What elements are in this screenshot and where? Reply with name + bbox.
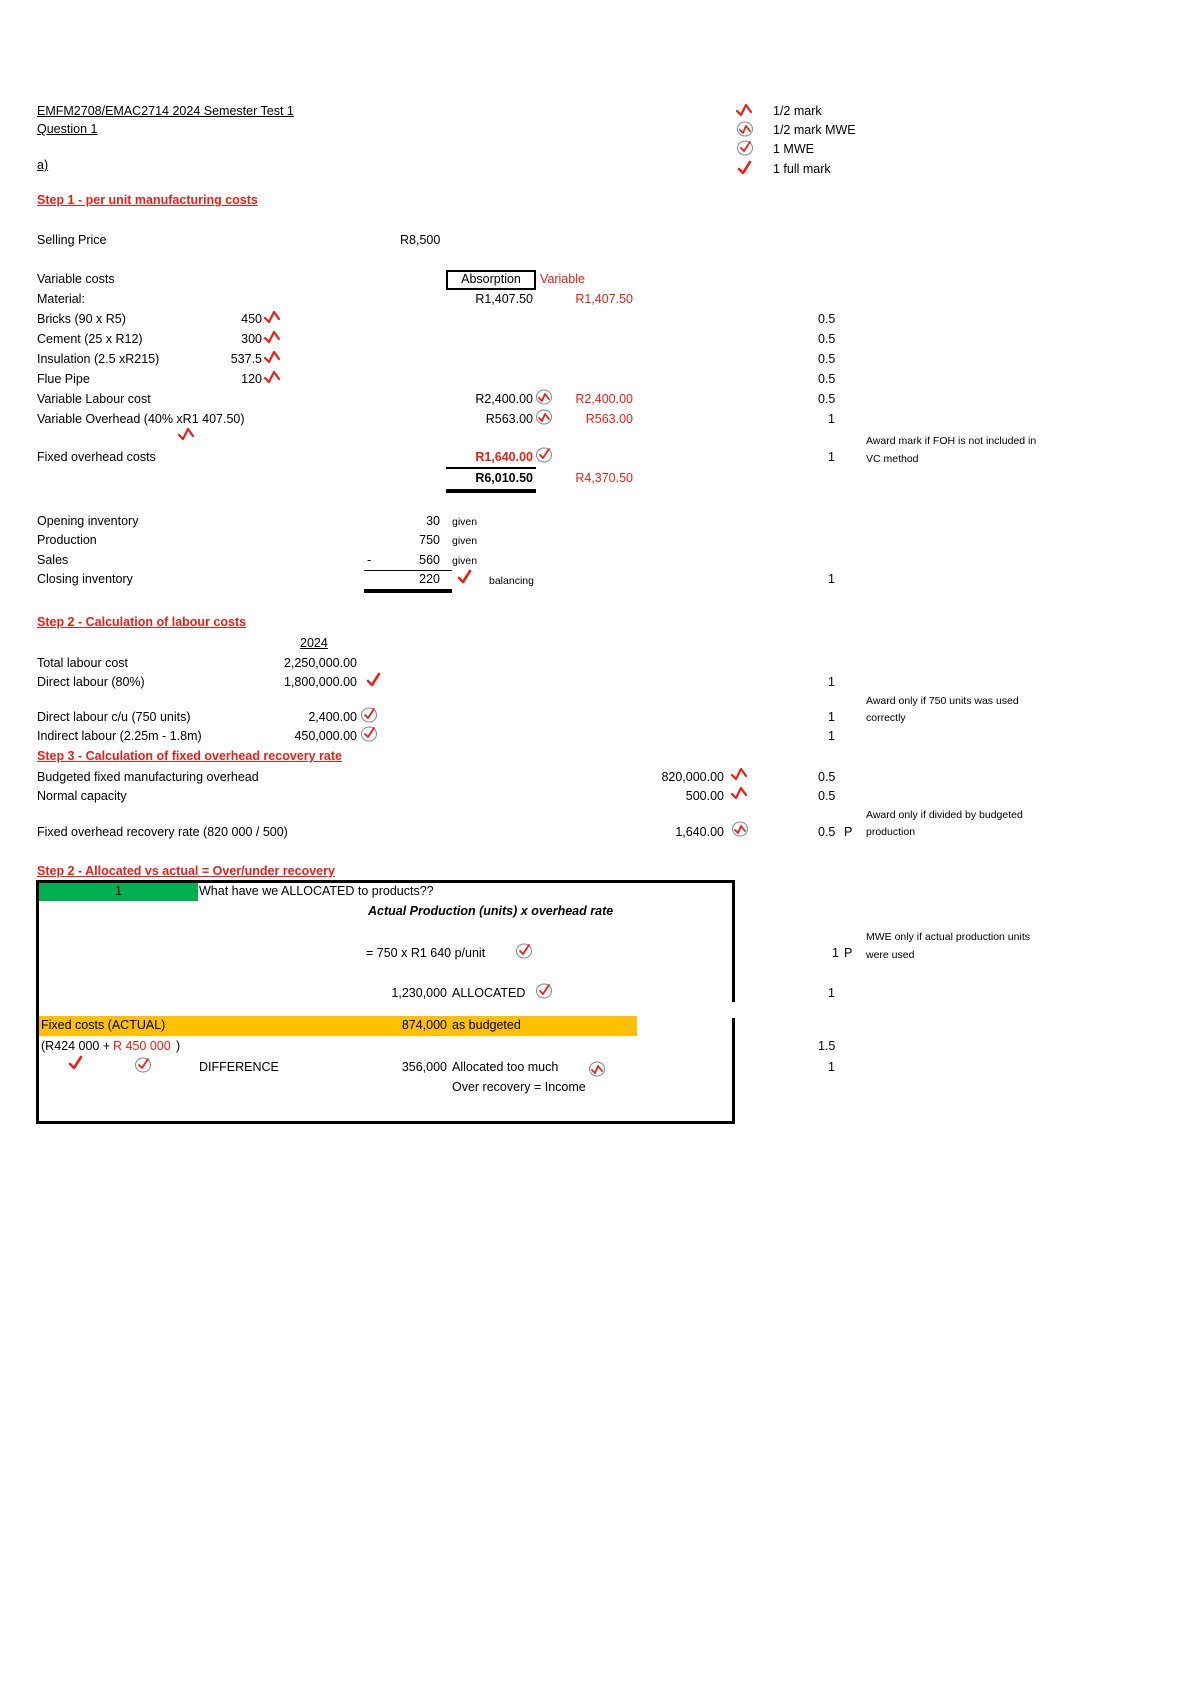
- indirect-label: Indirect labour (2.25m - 1.8m): [37, 729, 202, 743]
- step2-heading: Step 2 - Calculation of labour costs: [37, 615, 247, 629]
- flue-mark: 0.5: [818, 372, 836, 386]
- difference-mark: 1: [828, 1060, 835, 1074]
- half-tick-icon: [263, 349, 283, 365]
- allocated-value: 1,230,000: [391, 986, 447, 1000]
- opening-note: given: [452, 516, 478, 528]
- half-tick-icon: [263, 309, 283, 325]
- budget-value: 820,000.00: [661, 770, 724, 784]
- half-tick-icon: [177, 426, 197, 442]
- variable-header: Variable: [540, 272, 585, 286]
- closing-mark: 1: [828, 572, 835, 586]
- rate-value: 1,640.00: [675, 825, 724, 839]
- circled-tick-icon: [514, 943, 534, 959]
- closing-value: 220: [419, 572, 440, 586]
- allocation-calc: = 750 x R1 640 p/unit: [366, 946, 486, 960]
- circled-tick-icon: [133, 1057, 153, 1073]
- foh-mark: 1: [828, 450, 835, 464]
- capacity-mark: 0.5: [818, 789, 836, 803]
- voh-mark: 1: [828, 412, 835, 426]
- allocation-note: MWE only if actual production units: [866, 931, 1030, 943]
- circled-tick-icon: [359, 726, 379, 742]
- sales-sign: -: [367, 553, 372, 567]
- voh-label: Variable Overhead (40% xR1 407.50): [37, 412, 245, 426]
- step1-heading: Step 1 - per unit manufacturing costs: [37, 193, 258, 207]
- direct-labour-label: Direct labour (80%): [37, 675, 145, 689]
- rate-p: P: [844, 825, 853, 839]
- circled-tick-icon: [735, 140, 755, 156]
- budget-mark: 0.5: [818, 770, 836, 784]
- sales-value: 560: [419, 553, 440, 567]
- allocated-mark: 1: [828, 986, 835, 1000]
- capacity-value: 500.00: [685, 789, 724, 803]
- allocation-question: What have we ALLOCATED to products??: [199, 884, 434, 898]
- insulation-mark: 0.5: [818, 352, 836, 366]
- cement-value: 300: [241, 332, 262, 346]
- rate-note: production: [866, 826, 916, 838]
- foh-label: Fixed overhead costs: [37, 450, 156, 464]
- circled-tick-icon: [534, 447, 554, 463]
- bricks-label: Bricks (90 x R5): [37, 312, 126, 326]
- circled-half-tick-icon: [735, 121, 755, 137]
- total-labour-label: Total labour cost: [37, 656, 129, 670]
- indirect-mark: 1: [828, 729, 835, 743]
- closing-label: Closing inventory: [37, 572, 133, 586]
- direct-cu-mark: 1: [828, 710, 835, 724]
- full-tick-icon: [455, 569, 475, 585]
- breakdown-mark: 1.5: [818, 1039, 836, 1053]
- variable-costs-label: Variable costs: [37, 272, 115, 286]
- full-tick-icon: [364, 672, 384, 688]
- labour-note: correctly: [866, 712, 906, 724]
- labour-label: Variable Labour cost: [37, 392, 151, 406]
- budget-label: Budgeted fixed manufacturing overhead: [37, 770, 259, 784]
- labour-variable: R2,400.00: [575, 392, 633, 406]
- breakdown-b: R 450 000: [113, 1039, 171, 1053]
- legend-label: 1/2 mark MWE: [773, 123, 856, 137]
- breakdown-a: (R424 000 +: [41, 1039, 111, 1053]
- full-tick-icon: [735, 160, 755, 176]
- total-labour-value: 2,250,000.00: [284, 656, 357, 670]
- half-tick-icon: [730, 785, 750, 801]
- rate-note: Award only if divided by budgeted: [866, 809, 1023, 821]
- bricks-mark: 0.5: [818, 312, 836, 326]
- foh-note: VC method: [866, 453, 919, 465]
- labour-absorption: R2,400.00: [475, 392, 533, 406]
- fixed-actual-value: 874,000: [401, 1018, 447, 1032]
- step4-heading: Step 2 - Allocated vs actual = Over/under recovery: [37, 864, 335, 878]
- opening-value: 30: [426, 514, 440, 528]
- fixed-actual-note: as budgeted: [452, 1018, 521, 1032]
- difference-label: DIFFERENCE: [199, 1060, 279, 1074]
- legend-label: 1/2 mark: [773, 104, 822, 118]
- legend-label: 1 MWE: [773, 142, 814, 156]
- direct-labour-value: 1,800,000.00: [284, 675, 357, 689]
- flue-value: 120: [241, 372, 262, 386]
- step3-heading: Step 3 - Calculation of fixed overhead recovery rate: [37, 749, 342, 763]
- circled-half-tick-icon: [730, 821, 750, 837]
- breakdown-c: ): [176, 1039, 181, 1053]
- part-label: a): [37, 158, 49, 172]
- opening-label: Opening inventory: [37, 514, 139, 528]
- question-label: Question 1: [37, 122, 98, 136]
- selling-price-label: Selling Price: [37, 233, 107, 247]
- full-tick-icon: [66, 1055, 86, 1071]
- bricks-value: 450: [241, 312, 262, 326]
- sales-label: Sales: [37, 553, 69, 567]
- difference-note: Allocated too much: [452, 1060, 559, 1074]
- circled-tick-icon: [534, 983, 554, 999]
- cement-label: Cement (25 x R12): [37, 332, 143, 346]
- half-tick-icon: [730, 766, 750, 782]
- calc-p: P: [844, 946, 853, 960]
- legend-label: 1 full mark: [773, 162, 831, 176]
- document-title: EMFM2708/EMAC2714 2024 Semester Test 1: [37, 104, 294, 118]
- rate-label: Fixed overhead recovery rate (820 000 / 500): [37, 825, 288, 839]
- foh-absorption: R1,640.00: [475, 450, 533, 464]
- total-absorption: R6,010.50: [475, 471, 533, 485]
- absorption-header: Absorption: [461, 272, 521, 286]
- closing-note: balancing: [489, 575, 534, 587]
- allocation-note: were used: [866, 949, 915, 961]
- rate-mark: 0.5: [818, 825, 836, 839]
- indirect-value: 450,000.00: [294, 729, 357, 743]
- production-note: given: [452, 535, 478, 547]
- material-variable: R1,407.50: [575, 292, 633, 306]
- labour-mark: 0.5: [818, 392, 836, 406]
- labour-note: Award only if 750 units was used: [866, 695, 1019, 707]
- voh-absorption: R563.00: [485, 412, 533, 426]
- sales-note: given: [452, 555, 478, 567]
- half-tick-icon: [735, 102, 755, 118]
- allocation-number: 1: [115, 884, 122, 898]
- flue-label: Flue Pipe: [37, 372, 90, 386]
- insulation-label: Insulation (2.5 xR215): [37, 352, 160, 366]
- direct-cu-value: 2,400.00: [308, 710, 357, 724]
- allocation-formula: Actual Production (units) x overhead rate: [368, 904, 614, 918]
- calc-mark: 1: [832, 946, 839, 960]
- insulation-value: 537.5: [230, 352, 262, 366]
- fixed-actual-label: Fixed costs (ACTUAL): [41, 1018, 166, 1032]
- over-recovery-label: Over recovery = Income: [452, 1080, 586, 1094]
- half-tick-icon: [263, 329, 283, 345]
- cement-mark: 0.5: [818, 332, 836, 346]
- difference-value: 356,000: [401, 1060, 447, 1074]
- year-header: 2024: [300, 636, 328, 650]
- production-value: 750: [419, 533, 440, 547]
- total-variable: R4,370.50: [575, 471, 633, 485]
- voh-variable: R563.00: [585, 412, 633, 426]
- selling-price-value: R8,500: [400, 233, 441, 247]
- material-absorption: R1,407.50: [475, 292, 533, 306]
- circled-tick-icon: [359, 707, 379, 723]
- direct-labour-mark: 1: [828, 675, 835, 689]
- allocated-label: ALLOCATED: [452, 986, 526, 1000]
- foh-note: Award mark if FOH is not included in: [866, 435, 1037, 447]
- direct-cu-label: Direct labour c/u (750 units): [37, 710, 191, 724]
- circled-half-tick-icon: [587, 1061, 607, 1077]
- production-label: Production: [37, 533, 97, 547]
- capacity-label: Normal capacity: [37, 789, 127, 803]
- material-label: Material:: [37, 292, 85, 306]
- half-tick-icon: [263, 369, 283, 385]
